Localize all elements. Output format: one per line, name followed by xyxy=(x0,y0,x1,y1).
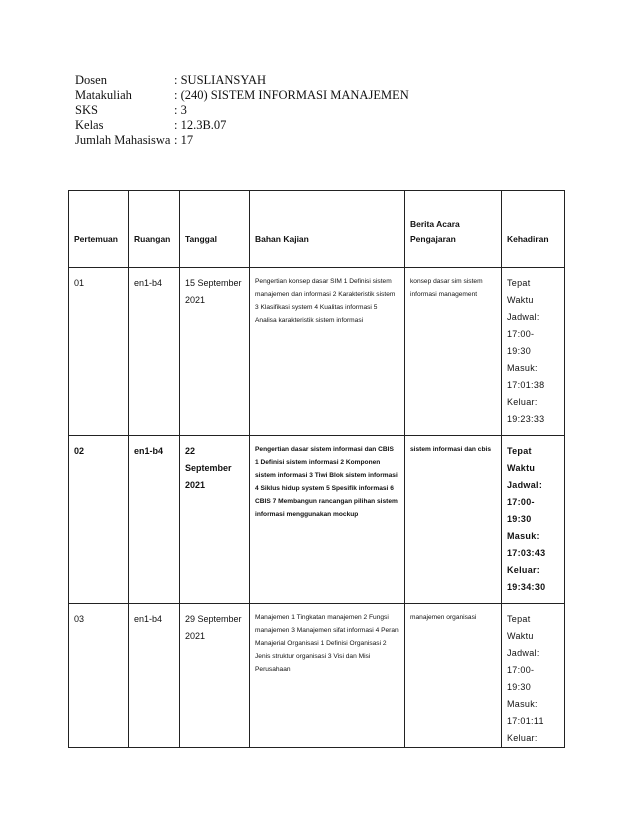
kehadiran-line: 17:00- xyxy=(507,329,535,339)
matakuliah-value: : (240) SISTEM INFORMASI MANAJEMEN xyxy=(174,88,409,102)
jumlah-row xyxy=(75,133,409,148)
attendance-table xyxy=(68,190,565,748)
jumlah-label: Jumlah Mahasiswa xyxy=(75,133,171,147)
cell-ruangan: en1-b4 xyxy=(129,604,180,748)
kehadiran-line: Waktu xyxy=(507,631,534,641)
col-header-ruangan: Ruangan xyxy=(129,191,180,268)
cell-tanggal: 29 September 2021 xyxy=(180,604,250,748)
kehadiran-line: Masuk: xyxy=(507,363,538,373)
col-header-pertemuan: Pertemuan xyxy=(69,191,129,268)
cell-pertemuan: 01 xyxy=(69,268,129,436)
kehadiran-line: 19:34:30 xyxy=(507,582,546,592)
table-row xyxy=(69,604,565,748)
kehadiran-line: 17:01:11 xyxy=(507,716,544,726)
kehadiran-line: Waktu xyxy=(507,295,534,305)
kehadiran-line: Jadwal: xyxy=(507,648,540,658)
cell-tanggal: 22 September 2021 xyxy=(180,436,250,604)
cell-berita-acara: manajemen organisasi xyxy=(405,604,502,748)
cell-berita-acara: konsep dasar sim sistem informasi management xyxy=(405,268,502,436)
kehadiran-line: 17:00- xyxy=(507,497,535,507)
table-row xyxy=(69,436,565,604)
col-header-kehadiran: Kehadiran xyxy=(502,191,565,268)
kehadiran-line: Keluar: xyxy=(507,565,541,575)
kehadiran-line: 19:23:33 xyxy=(507,414,545,424)
kehadiran-line: Jadwal: xyxy=(507,312,540,322)
kehadiran-line: Waktu xyxy=(507,463,536,473)
cell-bahan-kajian: Pengertian konsep dasar SIM 1 Definisi sistem manajemen dan informasi 2 Karakteristik sistem 3 Klasifikasi system 4 Kualitas informasi 5 Analisa karakteristik sistem informasi xyxy=(250,268,405,436)
course-header xyxy=(75,73,409,148)
cell-pertemuan: 03 xyxy=(69,604,129,748)
kehadiran-line: 17:01:38 xyxy=(507,380,545,390)
kelas-label: Kelas xyxy=(75,118,104,132)
kehadiran-line: Jadwal: xyxy=(507,480,543,490)
kehadiran-line: Masuk: xyxy=(507,699,538,709)
col-header-tanggal: Tanggal xyxy=(180,191,250,268)
kehadiran-line: 19:30 xyxy=(507,346,532,356)
kelas-row xyxy=(75,118,409,133)
table-row xyxy=(69,268,565,436)
sks-value: : 3 xyxy=(174,103,187,117)
dosen-row xyxy=(75,73,409,88)
kehadiran-line: Tepat xyxy=(507,446,532,456)
cell-ruangan: en1-b4 xyxy=(129,436,180,604)
jumlah-value: : 17 xyxy=(174,133,194,147)
sks-label: SKS xyxy=(75,103,98,117)
cell-bahan-kajian: Manajemen 1 Tingkatan manajemen 2 Fungsi manajemen 3 Manajemen sifat informasi 4 Peran Manajerial Organisasi 1 Definisi Organisasi 2 Jenis struktur organisasi 3 Visi dan Misi Perusahaan xyxy=(250,604,405,748)
kehadiran-line: Masuk: xyxy=(507,531,540,541)
col-header-berita-acara: Berita Acara Pengajaran xyxy=(405,191,502,268)
kehadiran-line: Keluar: xyxy=(507,397,538,407)
cell-bahan-kajian: Pengertian dasar sistem informasi dan CBIS 1 Definisi sistem informasi 2 Komponen sistem informasi 3 Tiwi Blok sistem informasi 4 Siklus hidup system 5 Spesifik informasi 6 CBIS 7 Membangun rancangan pilihan sistem informasi menggunakan mockup xyxy=(250,436,405,604)
cell-tanggal: 15 September 2021 xyxy=(180,268,250,436)
cell-kehadiran xyxy=(502,268,565,436)
matakuliah-row xyxy=(75,88,409,103)
sks-row xyxy=(75,103,409,118)
table-header-row xyxy=(69,191,565,268)
col-header-bahan-kajian: Bahan Kajian xyxy=(250,191,405,268)
kehadiran-line: Tepat xyxy=(507,278,531,288)
kehadiran-line: Keluar: xyxy=(507,733,538,743)
cell-ruangan: en1-b4 xyxy=(129,268,180,436)
kehadiran-line: 17:03:43 xyxy=(507,548,546,558)
kelas-value: : 12.3B.07 xyxy=(174,118,227,132)
matakuliah-label: Matakuliah xyxy=(75,88,132,102)
cell-kehadiran xyxy=(502,436,565,604)
cell-pertemuan: 02 xyxy=(69,436,129,604)
kehadiran-line: 19:30 xyxy=(507,514,532,524)
kehadiran-line: Tepat xyxy=(507,614,531,624)
dosen-label: Dosen xyxy=(75,73,107,87)
cell-kehadiran xyxy=(502,604,565,748)
kehadiran-line: 17:00- xyxy=(507,665,535,675)
kehadiran-line: 19:30 xyxy=(507,682,532,692)
cell-berita-acara: sistem informasi dan cbis xyxy=(405,436,502,604)
dosen-value: : SUSLIANSYAH xyxy=(174,73,267,87)
